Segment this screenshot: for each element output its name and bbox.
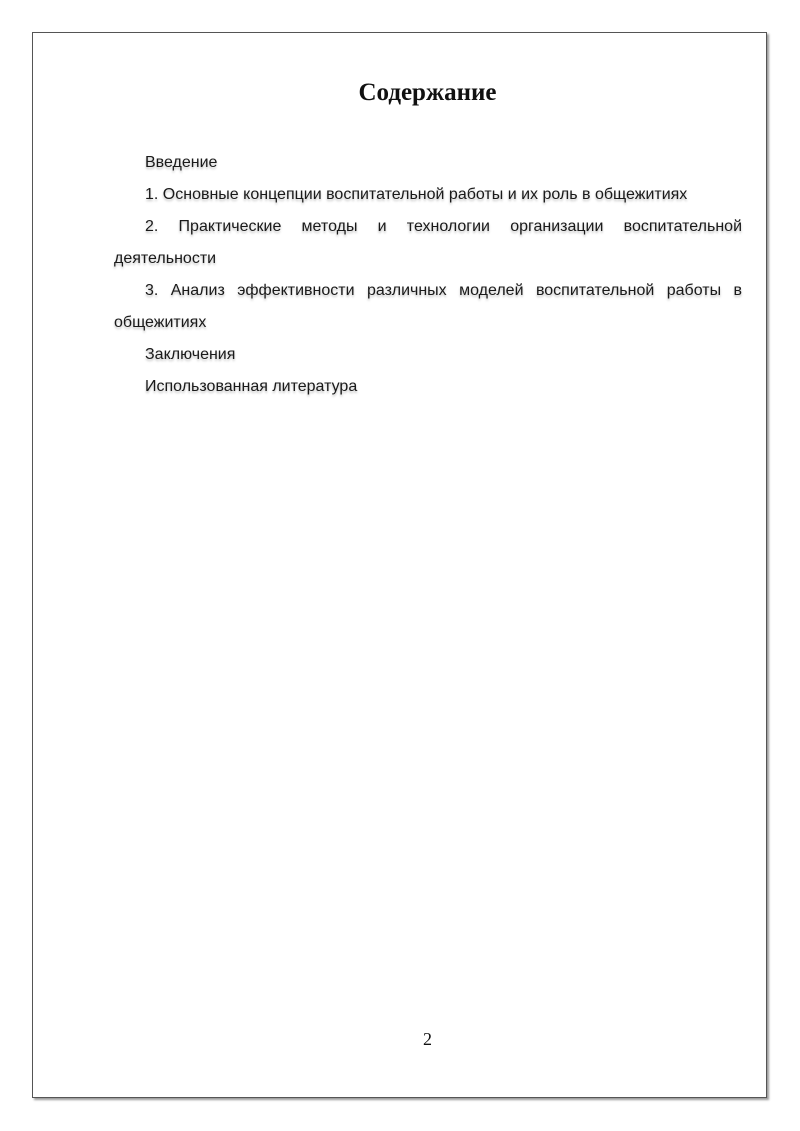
toc-entry-chapter-2: 2. Практические методы и технологии организации воспитательной деятельности xyxy=(114,218,742,267)
page-title: Содержание xyxy=(358,79,497,106)
toc-entry-introduction: Введение xyxy=(145,154,218,171)
page-number: 2 xyxy=(423,1029,432,1049)
toc-entry-chapter-1: 1. Основные концепции воспитательной работы и их роль в общежитиях xyxy=(145,186,688,203)
toc-entry-chapter-3: 3. Анализ эффективности различных моделей воспитательной работы в общежитиях xyxy=(114,282,742,331)
document-page xyxy=(32,32,767,1098)
table-of-contents xyxy=(114,147,742,403)
toc-entry-conclusion: Заключения xyxy=(145,346,236,363)
toc-entry-references: Использованная литература xyxy=(145,378,358,395)
